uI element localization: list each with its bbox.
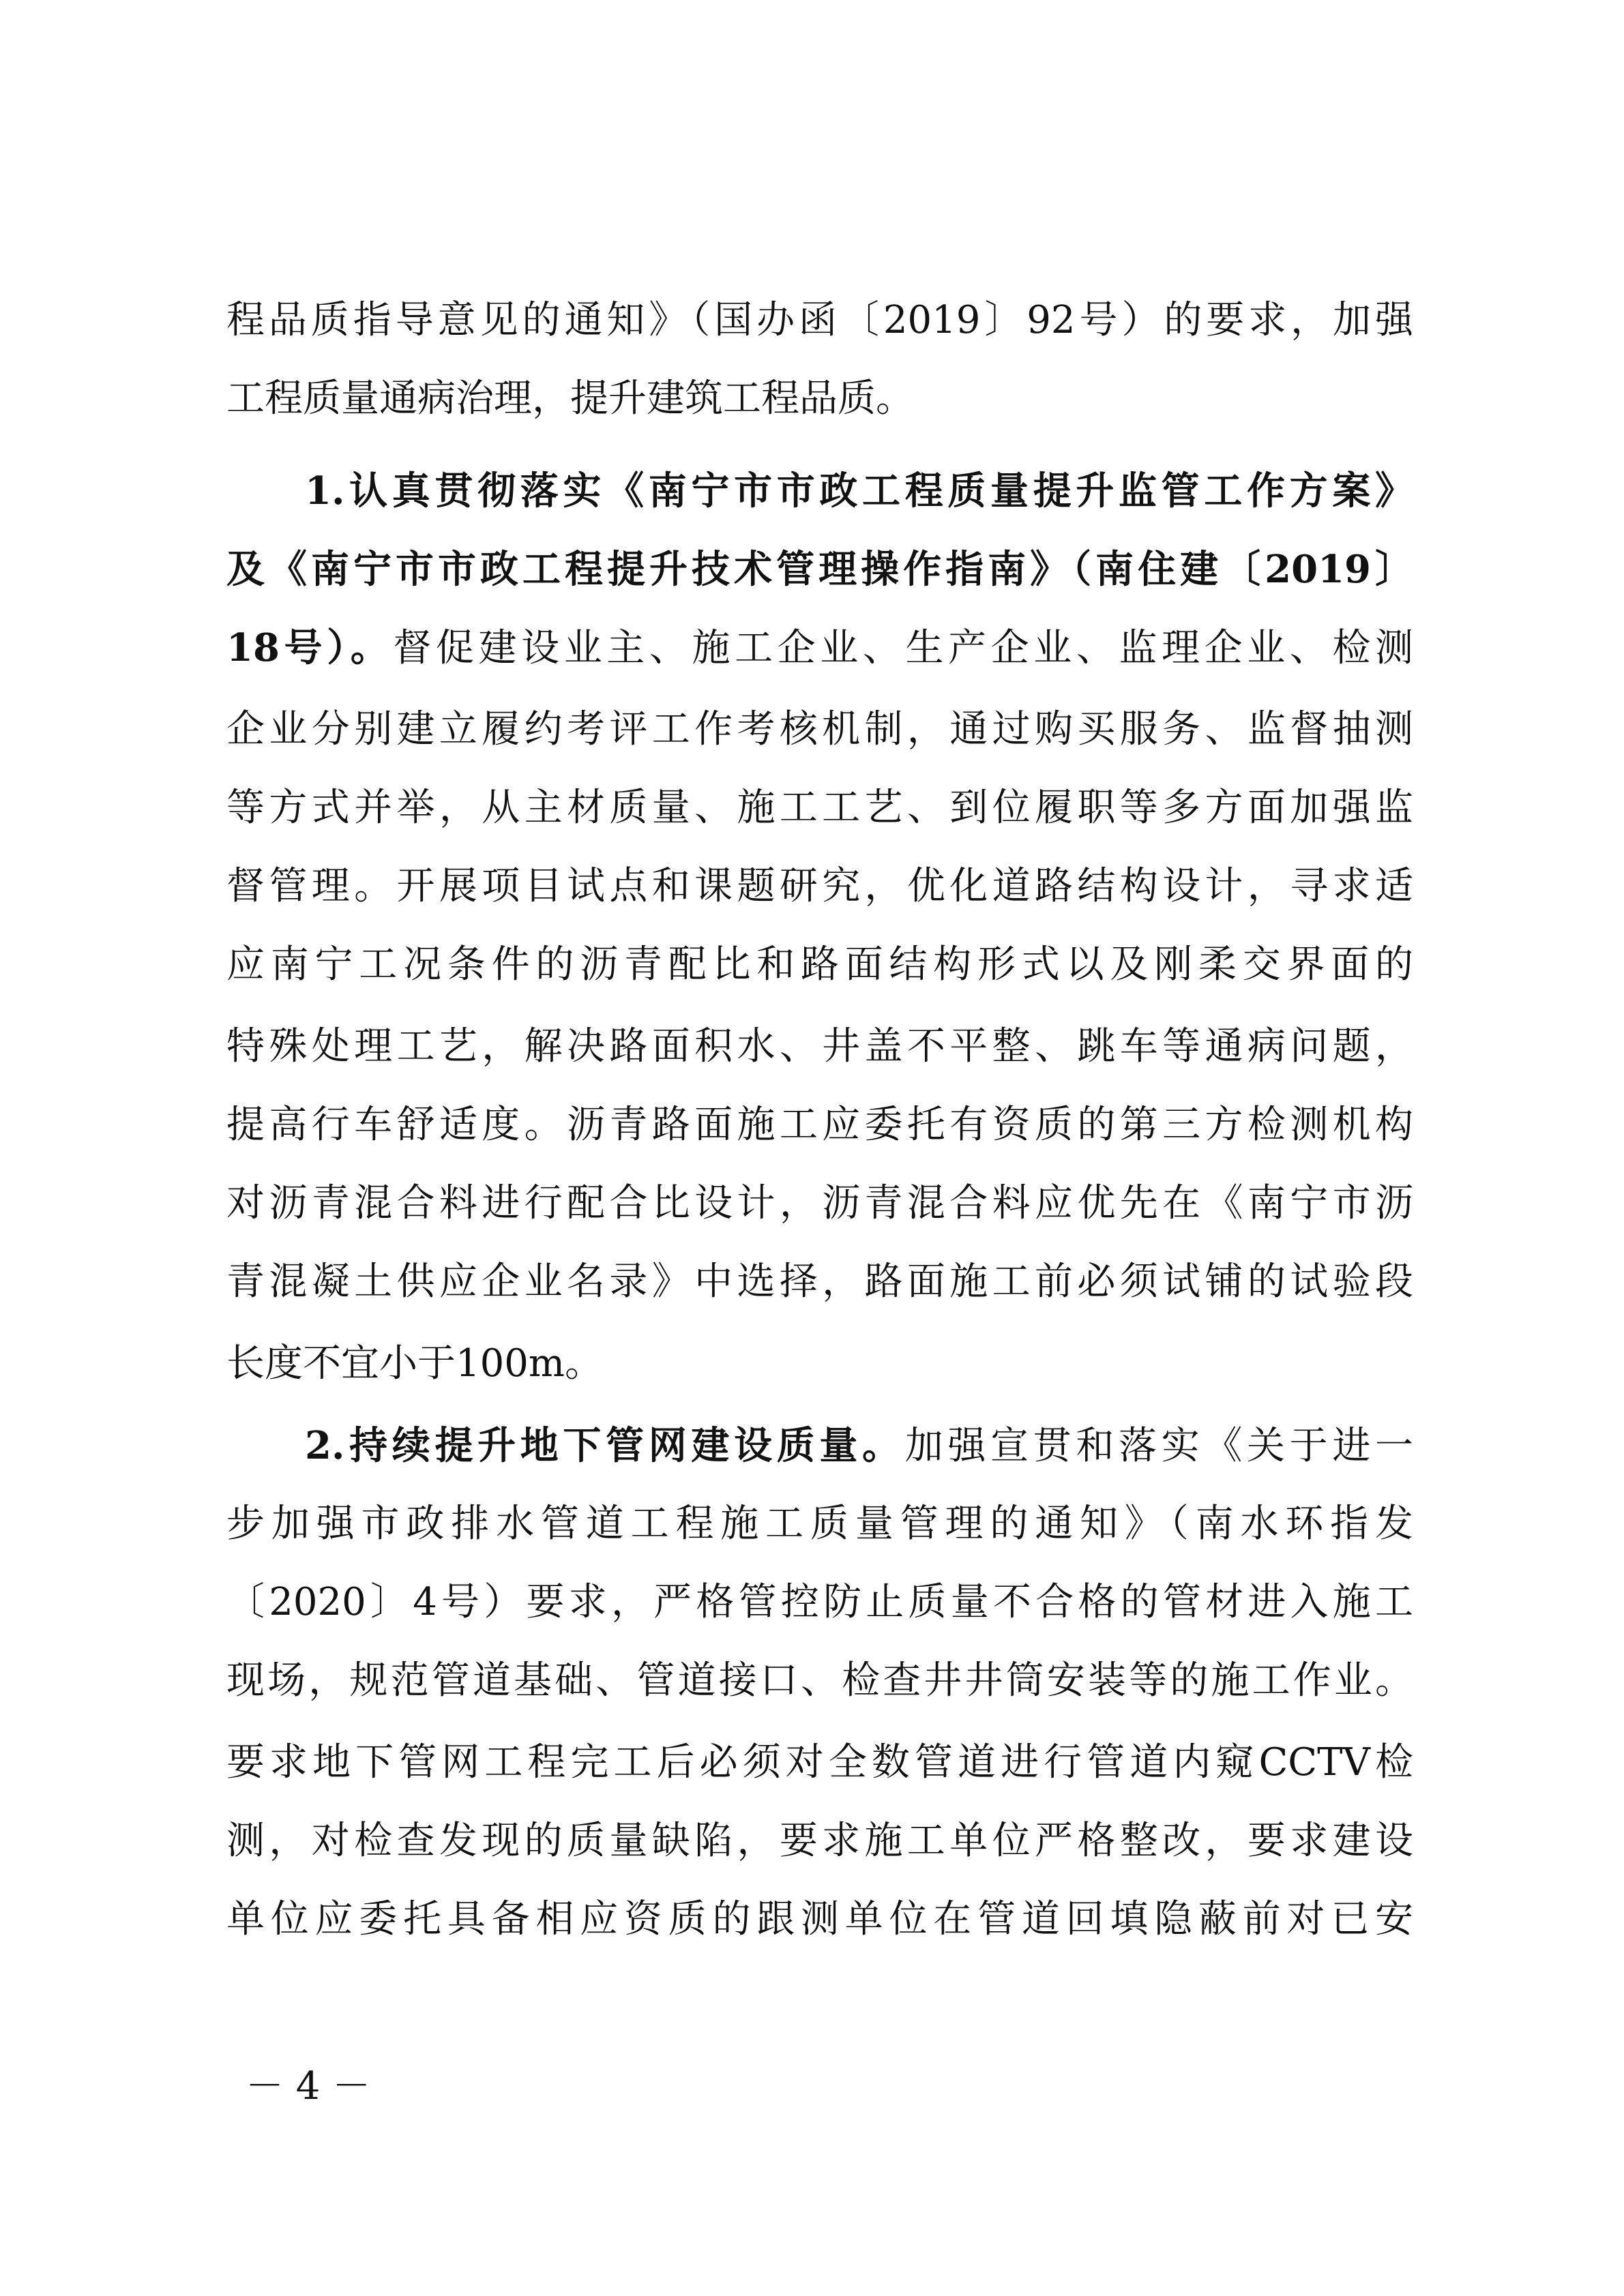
text-line: 单位应委托具备相应资质的跟测单位在管道回填隐蔽前对已安 <box>226 1897 1413 1941</box>
text-line: 对沥青混合料进行配合比设计，沥青混合料应优先在《南宁市沥 <box>226 1181 1413 1225</box>
text-line: 〔2020〕4号）要求，严格管控防止质量不合格的管材进入施工 <box>226 1580 1413 1624</box>
text-line <box>305 1405 1413 1487</box>
text-line: 青混凝土供应企业名录》中选择，路面施工前必须试铺的试验段 <box>226 1259 1413 1304</box>
item-1-heading-end: 18号）。 <box>226 625 394 670</box>
text-line: 测，对检查发现的质量缺陷，要求施工单位严格整改，要求建设 <box>226 1819 1413 1863</box>
text-line: 长度不宜小于100m。 <box>226 1341 603 1386</box>
text-line: 提高行车舒适度。沥青路面施工应委托有资质的第三方检测机构 <box>226 1103 1413 1147</box>
text-line: 现场，规范管道基础、管道接口、检查井井筒安装等的施工作业。 <box>226 1658 1413 1703</box>
item-2-heading: 2.持续提升地下管网建设质量。 <box>305 1423 905 1468</box>
text-line: 等方式并举，从主材质量、施工工艺、到位履职等多方面加强监 <box>226 786 1413 830</box>
item-1-text: 督促建设业主、施工企业、生产企业、监理企业、检测 <box>393 626 1413 670</box>
text-line: 工程质量通病治理，提升建筑工程品质。 <box>226 376 914 421</box>
text-line: 督管理。开展项目试点和课题研究，优化道路结构设计，寻求适 <box>226 864 1413 908</box>
text-line: 企业分别建立履约考评工作考核机制，通过购买服务、监督抽测 <box>226 707 1413 751</box>
text-line: 特殊处理工艺，解决路面积水、井盖不平整、跳车等通病问题， <box>226 1024 1413 1069</box>
item-1-heading-line: 及《南宁市市政工程提升技术管理操作指南》（南住建〔2019〕 <box>226 547 1413 592</box>
page-number: － 4 － <box>246 2064 371 2108</box>
text-line: 应南宁工况条件的沥青配比和路面结构形式以及刚柔交界面的 <box>226 942 1413 987</box>
text-line: 程品质指导意见的通知》（国办函〔2019〕92号）的要求，加强 <box>226 298 1413 342</box>
item-1-heading-line: 1.认真贯彻落实《南宁市市政工程质量提升监管工作方案》 <box>305 468 1413 513</box>
text-line: 要求地下管网工程完工后必须对全数管道进行管道内窥CCTV检 <box>226 1740 1413 1785</box>
text-line <box>226 607 1413 689</box>
text-line: 步加强市政排水管道工程施工质量管理的通知》（南水环指发 <box>226 1502 1413 1546</box>
item-2-text: 加强宣贯和落实《关于进一 <box>904 1424 1413 1468</box>
